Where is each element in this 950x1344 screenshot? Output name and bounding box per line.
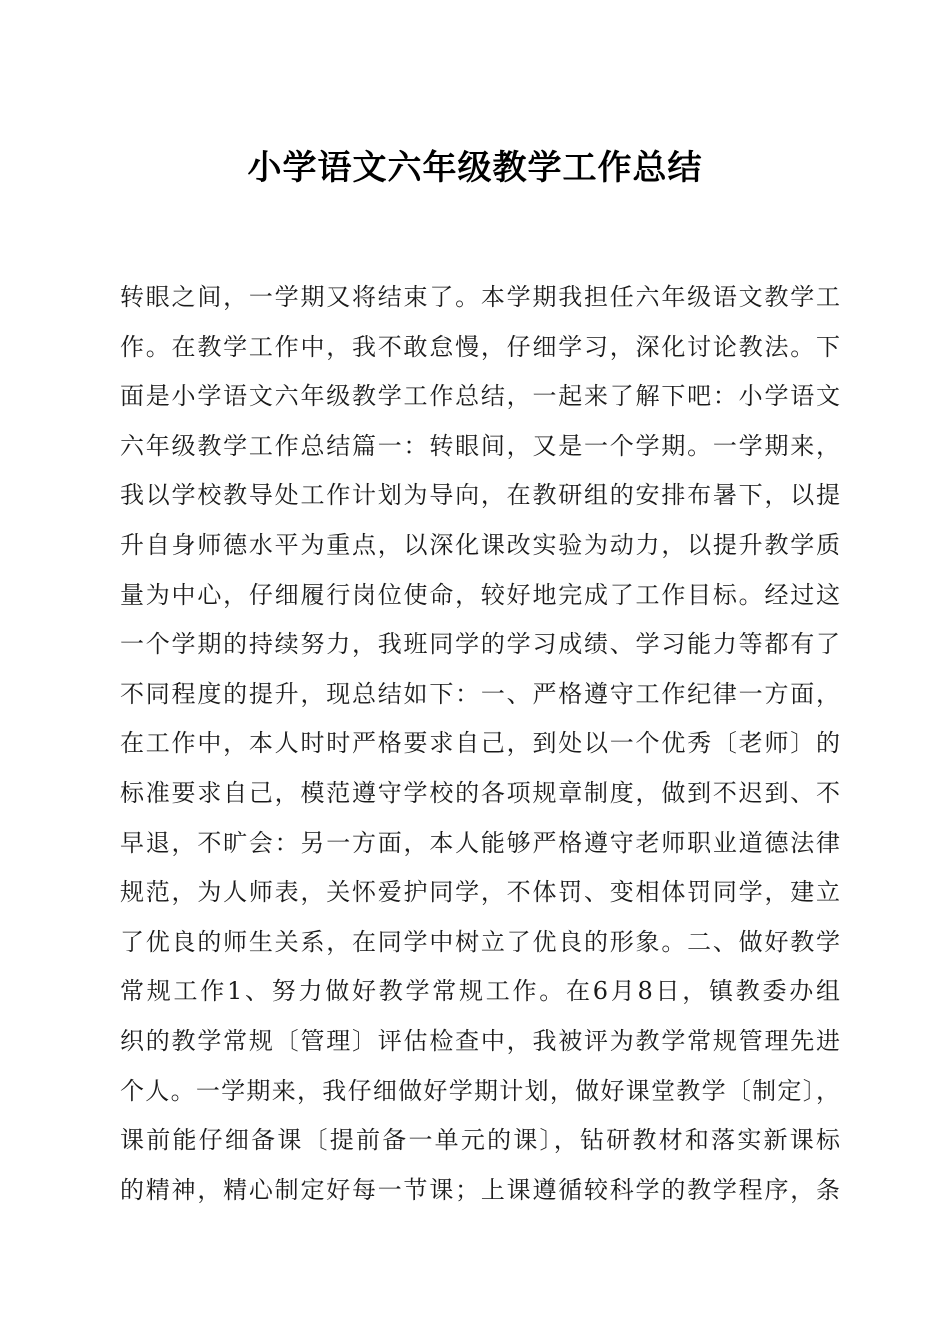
- body-line: 的精神，精心制定好每一节课；上课遵循较科学的教学程序，条: [120, 1175, 840, 1204]
- body-line: 我以学校教导处工作计划为导向，在教研组的安排布暑下，以提: [120, 481, 840, 510]
- body-line: 转眼之间，一学期又将结束了。本学期我担任六年级语文教学工: [120, 283, 840, 311]
- body-line: 六年级教学工作总结篇一：转眼间，又是一个学期。一学期来，: [120, 431, 840, 460]
- body-line: 常规工作1、努力做好教学常规工作。在6月8日，镇教委办组: [120, 977, 840, 1006]
- body-line: 面是小学语文六年级教学工作总结，一起来了解下吧：小学语文: [120, 382, 840, 411]
- document-body: [120, 273, 840, 1215]
- body-line: 早退，不旷会：另一方面，本人能够严格遵守老师职业道德法律: [120, 828, 840, 857]
- body-line: 课前能仔细备课〔提前备一单元的课〕，钻研教材和落实新课标: [120, 1126, 840, 1155]
- body-line: 作。在教学工作中，我不敢怠慢，仔细学习，深化讨论教法。下: [120, 332, 840, 361]
- body-line: 织的教学常规〔管理〕评估检查中，我被评为教学常规管理先进: [120, 1026, 840, 1055]
- body-line: 升自身师德水平为重点，以深化课改实验为动力，以提升教学质: [120, 530, 840, 559]
- body-line: 量为中心，仔细履行岗位使命，较好地完成了工作目标。经过这: [120, 580, 840, 609]
- body-line: 个人。一学期来，我仔细做好学期计划，做好课堂教学〔制定〕，: [120, 1076, 840, 1105]
- body-line: 在工作中，本人时时严格要求自己，到处以一个优秀〔老师〕的: [120, 729, 840, 758]
- body-line: 不同程度的提升，现总结如下：一、严格遵守工作纪律一方面，: [120, 679, 840, 708]
- document-title: 小学语文六年级教学工作总结: [247, 148, 703, 188]
- body-line: 了优良的师生关系，在同学中树立了优良的形象。二、做好教学: [120, 927, 840, 956]
- body-line: 一个学期的持续努力，我班同学的学习成绩、学习能力等都有了: [120, 630, 840, 659]
- body-line: 标准要求自己，模范遵守学校的各项规章制度，做到不迟到、不: [120, 778, 840, 807]
- body-line: 规范，为人师表，关怀爱护同学，不体罚、变相体罚同学，建立: [120, 878, 840, 907]
